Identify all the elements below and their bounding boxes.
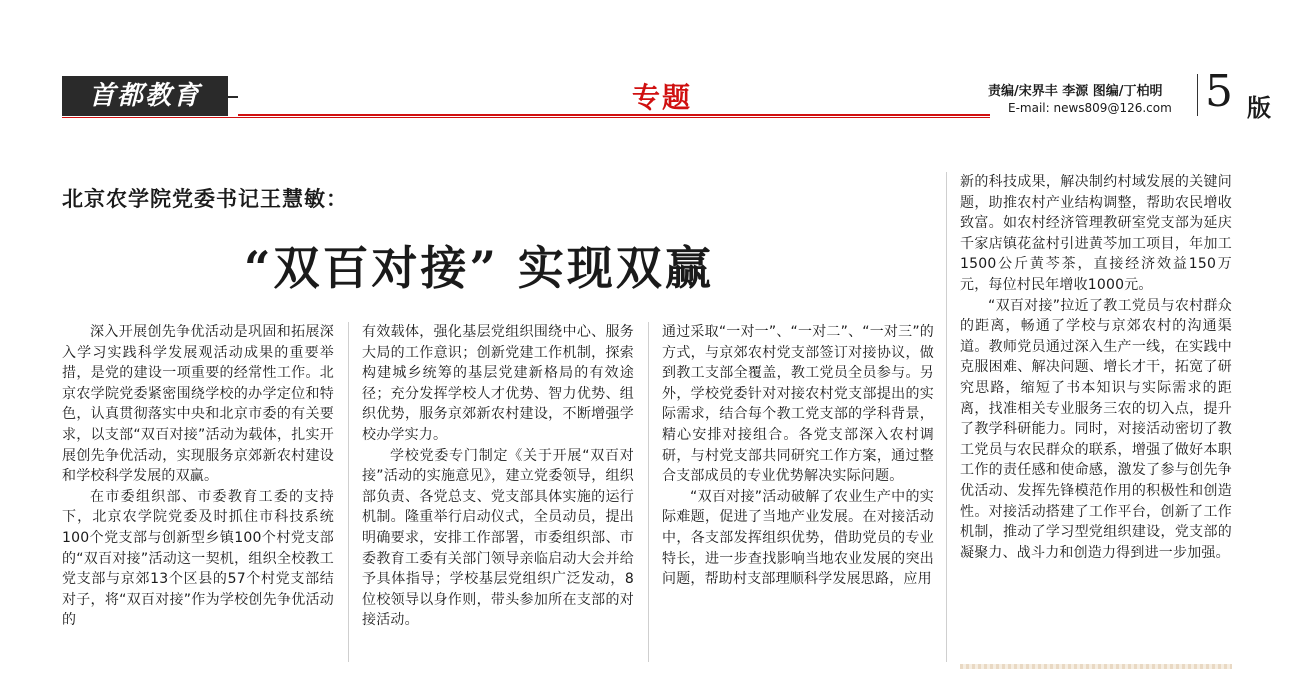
article-column-4 bbox=[960, 172, 1232, 563]
newspaper-logo: 首都教育 bbox=[62, 76, 228, 116]
paragraph: 通过采取“一对一”、“一对二”、“一对三”的方式，与京郊农村党支部签订对接协议，做到教工支部全覆盖，教工党员全员参与。另外，学校党委针对对接农村党支部提出的实际需求，结合每个教工党支部的学科背景，精心安排对接组合。各党支部深入农村调研，与村党支部共同研究工作方案，通过整合支部成员的专业优势解决实际问题。 bbox=[662, 324, 934, 485]
header-rule-thin bbox=[62, 117, 990, 118]
paragraph: 深入开展创先争优活动是巩固和拓展深入学习实践科学发展观活动成果的重要举措，是党的建设一项重要的经常性工作。北京农学院党委紧密围绕学校的办学定位和特色，认真贯彻落实中央和北京市委的有关要求，以支部“双百对接”活动为载体，扎实开展创先争优活动，实现服务京郊新农村建设和学校科学发展的双赢。 bbox=[62, 324, 334, 485]
article-headline: “双百对接” 实现双赢 bbox=[244, 241, 714, 295]
column-divider bbox=[946, 172, 947, 662]
paragraph: 新的科技成果，解决制约村域发展的关键问题，助推农村产业结构调整，帮助农民增收致富。如农村经济管理教研室党支部为延庆千家店镇花盆村引进黄芩加工项目，年加工1500公斤黄芩茶，直接经济效益150万元，每位村民年增收1000元。 bbox=[960, 174, 1232, 293]
article-column-3 bbox=[662, 322, 934, 590]
section-title: 专题 bbox=[632, 81, 693, 114]
article-column-1 bbox=[62, 322, 334, 631]
column-divider bbox=[348, 322, 349, 662]
page-suffix: 版 bbox=[1247, 94, 1271, 122]
paragraph: “双百对接”拉近了教工党员与农村群众的距离，畅通了学校与京郊农村的沟通渠道。教师党员通过深入生产一线，在实践中克服困难、解决问题、增长才干，拓宽了研究思路，缩短了书本知识与实际需求的距离，找准相关专业服务三农的切入点，提升了教学科研能力。同时，对接活动密切了教工党员与农民群众的联系，增强了做好本职工作的责任感和使命感，激发了参与创先争优活动、发挥先锋模范作用的积极性和创造性。对接活动搭建了工作平台，创新了工作机制，推动了学习型党组织建设，党支部的凝聚力、战斗力和创造力得到进一步加强。 bbox=[960, 297, 1232, 561]
editor-credits: 责编/宋界丰 李源 图编/丁柏明 bbox=[988, 84, 1163, 99]
paragraph: 学校党委专门制定《关于开展“双百对接”活动的实施意见》，建立党委领导，组织部负责、各党总支、党支部具体实施的运行机制。隆重举行启动仪式，全员动员，提出明确要求，安排工作部署，市委组织部、市委教育工委有关部门领导亲临启动大会并给予具体指导；学校基层党组织广泛发动，8位校领导以身作则，带头参加所在支部的对接活动。 bbox=[362, 447, 634, 629]
bottom-decoration bbox=[960, 664, 1232, 669]
column-divider bbox=[648, 322, 649, 662]
page-number-divider bbox=[1197, 74, 1198, 116]
paragraph: 在市委组织部、市委教育工委的支持下，北京农学院党委及时抓住市科技系统100个党支部与创新型乡镇100个村党支部的“双百对接”活动这一契机，组织全校教工党支部与京郊13个区县的57个村党支部结对子，将“双百对接”作为学校创先争优活动的 bbox=[62, 488, 334, 629]
page-number: 5 bbox=[1205, 66, 1233, 117]
paragraph: 有效载体，强化基层党组织围绕中心、服务大局的工作意识；创新党建工作机制，探索构建城乡统筹的基层党建新格局的有效途径；充分发挥学校人才优势、智力优势、组织优势，服务京郊新农村建设，不断增强学校办学实力。 bbox=[362, 324, 634, 443]
contact-email: E-mail: news809@126.com bbox=[1008, 101, 1172, 115]
article-subtitle: 北京农学院党委书记王慧敏： bbox=[62, 187, 348, 211]
header-rule bbox=[238, 114, 990, 116]
paragraph: “双百对接”活动破解了农业生产中的实际难题，促进了当地产业发展。在对接活动中，各支部发挥组织优势，借助党员的专业特长，进一步查找影响当地农业发展的突出问题，帮助村支部理顺科学发展思路，应用 bbox=[662, 488, 934, 588]
logo-decoration bbox=[228, 96, 238, 98]
article-column-2 bbox=[362, 322, 634, 631]
